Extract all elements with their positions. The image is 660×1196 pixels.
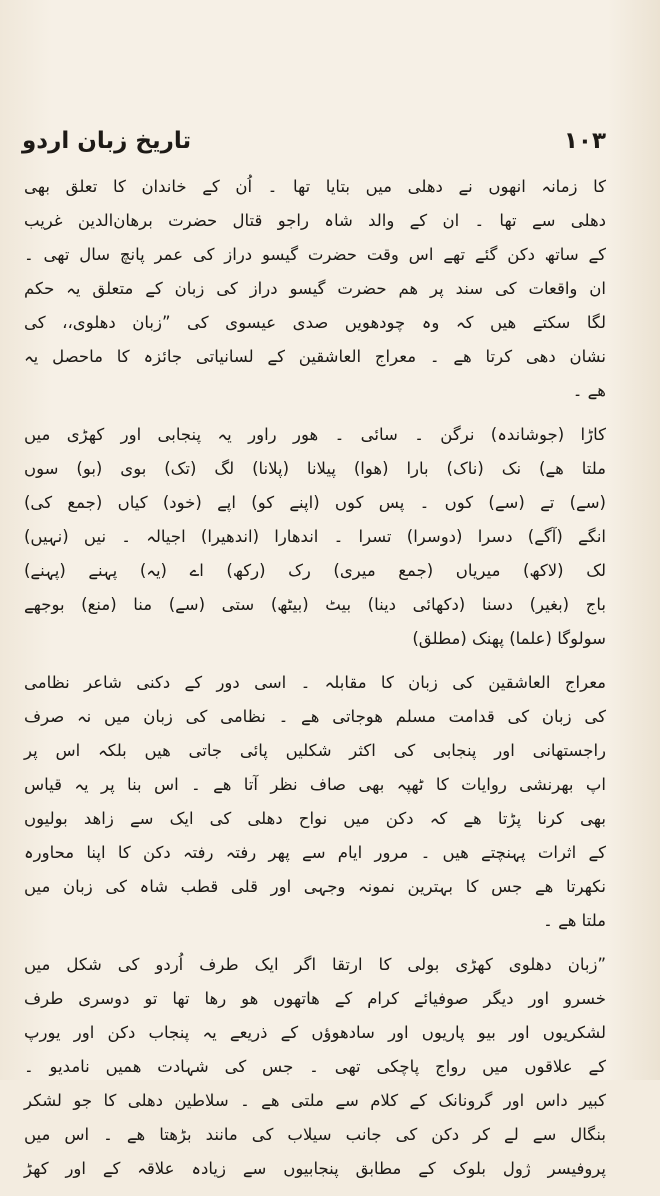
paragraph-3 bbox=[24, 666, 606, 938]
text-line: لک (لاکھ) میریاں (جمع میری) رک (رکھ) اے (یہ) پہنے (پہنے) bbox=[24, 561, 606, 580]
text-line: انگے (آگے) دسرا (دوسرا) تسرا ۔ اندھارا (اندھیرا) اجیالہ ۔ نیں (نہیں) bbox=[24, 527, 606, 546]
paragraph-2 bbox=[24, 418, 606, 656]
text-line: بھی کرنا پڑتا ھے کہ دکن میں نواح دھلی کی ایک سے زاھد بولیوں bbox=[24, 809, 606, 828]
text-line: نکھرتا ھے جس کا بہترین نمونہ وجہی اور قلی قطب شاہ کی زبان میں bbox=[24, 877, 606, 896]
text-line: ملتا ھے) نک (ناک) بارا (ھوا) پیلانا (پلانا) لگ (تک) بوی (بو) سوں bbox=[24, 459, 606, 478]
text-line: باج (بغیر) دسنا (دکھائی دینا) بیٹ (بیٹھ) ستی (سے) منا (منع) بوجھے bbox=[24, 595, 606, 614]
text-line: سولوگا (علما) پھنک (مطلق) bbox=[412, 629, 606, 648]
text-line: معراج العاشقین کی زبان کا مقابلہ ۔ اسی دور کے دکنی شاعر نظامی bbox=[24, 673, 606, 692]
text-line: دھلی سے تھا ۔ ان کے والد شاہ راجو قتال حضرت برھان‌الدین غریب bbox=[24, 211, 606, 230]
text-line: راجستھانی اور پنجابی کی اکثر شکلیں پائی جاتی ھیں بلکہ اس پر bbox=[24, 741, 606, 760]
text-line: لگا سکتے ھیں کہ وہ چودھویں صدی عیسوی کی ”زبان دھلوی،، کی bbox=[24, 313, 606, 332]
text-line: لشکریوں اور بیو پاریوں اور سادھوؤں کے ذریعے یہ پنجاب دکن اور یورپ bbox=[24, 1023, 606, 1042]
text-line: ھے ۔ bbox=[572, 381, 606, 400]
text-line: کاڑا (جوشاندہ) نرگن ۔ سائی ۔ ھور راور یہ پنجابی اور کھڑی میں bbox=[24, 425, 606, 444]
paragraph-1 bbox=[24, 170, 606, 408]
page-number: ۱۰۳ bbox=[563, 128, 606, 154]
text-line: پروفیسر ژول بلوک کے مطابق پنجابیوں سے زیادہ علاقہ کے اور کھڑ bbox=[24, 1159, 606, 1178]
text-line: کے اثرات پہنچتے ھیں ۔ مرور ایام سے پھر رفتہ رفتہ دکن کا اپنا محاورہ bbox=[24, 843, 606, 862]
page-header bbox=[22, 128, 606, 168]
text-line: اپ بھرنشی روایات کا ٹھپہ بھی صاف نظر آتا ھے ۔ اس بنا پر یہ قیاس bbox=[24, 775, 606, 794]
text-line: ملتا ھے ۔ bbox=[543, 911, 606, 930]
text-line: ان واقعات کی سند پر ھم حضرت گیسو دراز کی زبان کے متعلق یہ حکم bbox=[24, 279, 606, 298]
text-line: نشان دھی کرتا ھے ۔ معراج العاشقین کے لسانیاتی جائزہ کا ماحصل یہ bbox=[24, 347, 606, 366]
text-line: (سے) تے (سے) کوں ۔ پس کوں (اپنے کو) اپے (خود) کیاں (جمع کی) bbox=[24, 493, 606, 512]
text-line: کے علاقوں میں رواج پاچکی تھی ۔ جس کی شہادت ھمیں نامدیو ۔ bbox=[24, 1057, 606, 1076]
running-title: تاریخ زبان اردو bbox=[22, 128, 192, 154]
text-line: ”زبان دھلوی کھڑی بولی کا ارتقا اگر ایک طرف اُردو کی شکل میں bbox=[24, 955, 606, 974]
text-line: بنگال سے لے کر دکن کی جانب سیلاب کی مانند بڑھتا ھے ۔ اس میں bbox=[24, 1125, 606, 1144]
text-line: کبیر داس اور گرونانک کے کلام سے ملتی ھے ۔ سلاطین دھلی کا جو لشکر bbox=[24, 1091, 606, 1110]
text-line: کی زبان کی قدامت مسلم ھوجاتی ھے ۔ نظامی کی زبان میں نہ صرف bbox=[24, 707, 606, 726]
text-line: خسرو اور دیگر صوفیائے کرام کے ھاتھوں ھو رھا تھا تو دوسری طرف bbox=[24, 989, 606, 1008]
text-line: کا زمانہ انھوں نے دھلی میں بتایا تھا ۔ اُن کے خاندان کا تعلق بھی bbox=[24, 177, 606, 196]
text-line: کے ساتھ دکن گئے تھے اس وقت حضرت گیسو دراز کی عمر پانچ سال تھی ۔ bbox=[24, 245, 606, 264]
paragraph-4-quote bbox=[24, 948, 606, 1186]
page-body bbox=[24, 170, 606, 1196]
